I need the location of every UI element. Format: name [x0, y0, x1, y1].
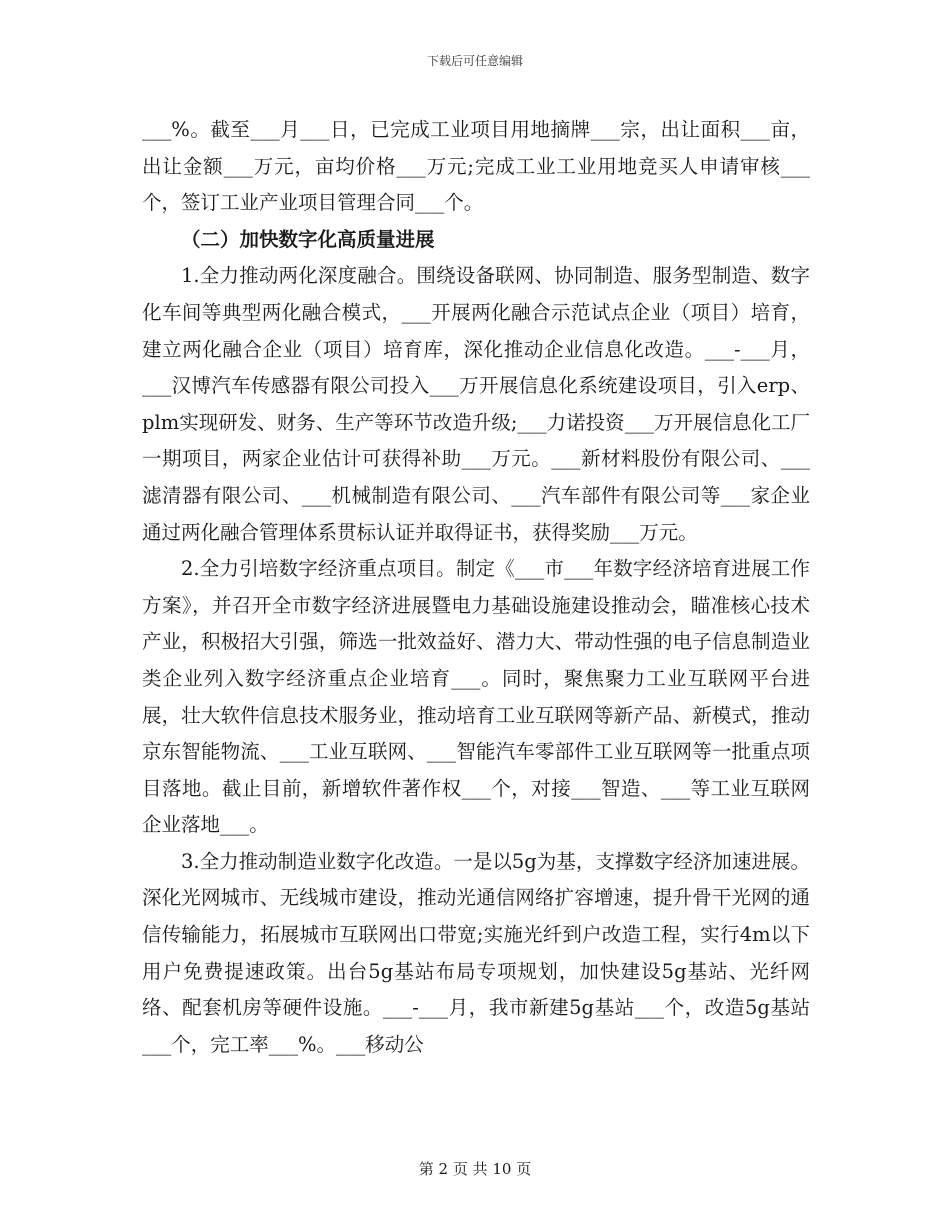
- document-body: [142, 112, 810, 1063]
- paragraph-3: 3.全力推动制造业数字化改造。一是以5g为基，支撑数字经济加速进展。深化光网城市、无线城市建设，推动光通信网络扩容增速，提升骨干光网的通信传输能力，拓展城市互联网出口带宽;实施光纤到户改造工程，实行4m以下用户免费提速政策。出台5g基站布局专项规划，加快建设5g基站、光纤网络、配套机房等硬件设施。___-___月，我市新建5g基站___个，改造5g基站___个，完工率___%。___移动公: [142, 849, 810, 1056]
- section-heading: （二）加快数字化高质量进展: [181, 227, 435, 251]
- paragraph-2: 2.全力引培数字经济重点项目。制定《___市___年数字经济培育进展工作方案》，并召开全市数字经济进展暨电力基础设施建设推动会，瞄准核心技术产业，积极招大引强，筛选一批效益好、潜力大、带动性强的电子信息制造业类企业列入数字经济重点企业培育___。同时，聚焦聚力工业互联网平台进展，壮大软件信息技术服务业，推动培育工业互联网等新产品、新模式，推动京东智能物流、___工业互联网、___智能汽车零部件工业互联网等一批重点项目落地。截止目前，新增软件著作权___个，对接___智造、___等工业互联网企业落地___。: [142, 557, 810, 837]
- paragraph-1: 1.全力推动两化深度融合。围绕设备联网、协同制造、服务型制造、数字化车间等典型两化融合模式，___开展两化融合示范试点企业（项目）培育，建立两化融合企业（项目）培育库，深化推动企业信息化改造。___-___月，___汉博汽车传感器有限公司投入___万开展信息化系统建设项目，引入erp、plm实现研发、财务、生产等环节改造升级;___力诺投资___万开展信息化工厂一期项目，两家企业估计可获得补助___万元。___新材料股份有限公司、___滤清器有限公司、___机械制造有限公司、___汽车部件有限公司等___家企业通过两化融合管理体系贯标认证并取得证书，获得奖励___万元。: [142, 264, 810, 544]
- page-footer: 第 2 页 共 10 页: [418, 1160, 532, 1178]
- page-header: 下载后可任意编辑: [426, 54, 523, 68]
- paragraph-intro: ___%。截至___月___日，已完成工业项目用地摘牌___宗，出让面积___亩，出让金额___万元，亩均价格___万元;完成工业工业用地竞买人申请审核___个，签订工业产业项目管理合同___个。: [142, 118, 810, 215]
